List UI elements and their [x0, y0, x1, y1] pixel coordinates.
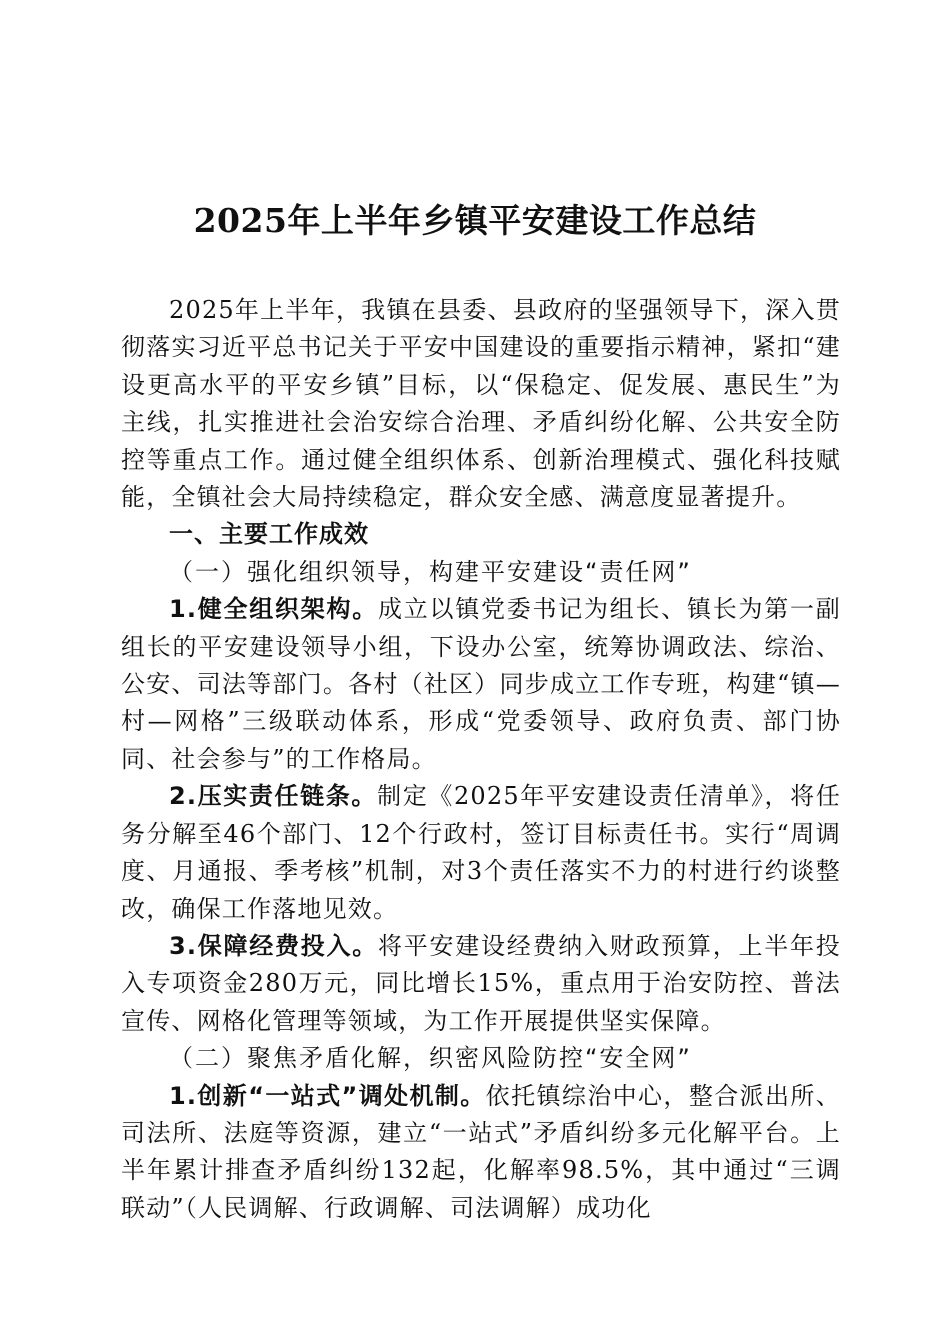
item-text: 制定《2025年平安建设责任清单》，将任务分解至46个部门、12个行政村，签订目标责任书。实行“周调度、月通报、季考核”机制，对3个责任落实不力的村进行约谈整改，确保工作落地见效。: [121, 782, 842, 923]
item-lead: 2.压实责任链条。: [169, 782, 378, 811]
document-body: [121, 292, 841, 1227]
item-paragraph: [121, 1078, 841, 1228]
subsection-heading: （二）聚焦矛盾化解，织密风险防控“安全网”: [169, 1044, 692, 1073]
item-text: 成立以镇党委书记为组长、镇长为第一副组长的平安建设领导小组，下设办公室，统筹协调政法、综治、公安、司法等部门。各村（社区）同步成立工作专班，构建“镇—村—网格”三级联动体系，形成“党委领导、政府负责、部门协同、社会参与”的工作格局。: [121, 595, 841, 773]
subsection-heading: （一）强化组织领导，构建平安建设“责任网”: [169, 557, 692, 586]
item-paragraph: [121, 591, 841, 778]
document-title: 2025年上半年乡镇平安建设工作总结: [193, 201, 757, 240]
item-lead: 3.保障经费投入。: [169, 931, 379, 960]
item-paragraph: [121, 928, 841, 1040]
item-text: 依托镇综治中心，整合派出所、司法所、法庭等资源，建立“一站式”矛盾纠纷多元化解平台。上半年累计排查矛盾纠纷132起，化解率98.5%，其中通过“三调联动”（人民调解、行政调解、司法调解）成功化: [121, 1081, 841, 1222]
item-lead: 1.创新“一站式”调处机制。: [169, 1081, 486, 1110]
item-lead: 1.健全组织架构。: [169, 595, 379, 624]
section-heading: 一、主要工作成效: [169, 520, 369, 549]
intro-paragraph: 2025年上半年，我镇在县委、县政府的坚强领导下，深入贯彻落实习近平总书记关于平安中国建设的重要指示精神，紧扣“建设更高水平的平安乡镇”目标，以“保稳定、促发展、惠民生”为主线，扎实推进社会治安综合治理、矛盾纠纷化解、公共安全防控等重点工作。通过健全组织体系、创新治理模式、强化科技赋能，全镇社会大局持续稳定，群众安全感、满意度显著提升。: [121, 296, 841, 512]
item-paragraph: [121, 778, 841, 928]
item-text: 将平安建设经费纳入财政预算，上半年投入专项资金280万元，同比增长15%，重点用于治安防控、普法宣传、网格化管理等领域，为工作开展提供坚实保障。: [121, 931, 841, 1035]
